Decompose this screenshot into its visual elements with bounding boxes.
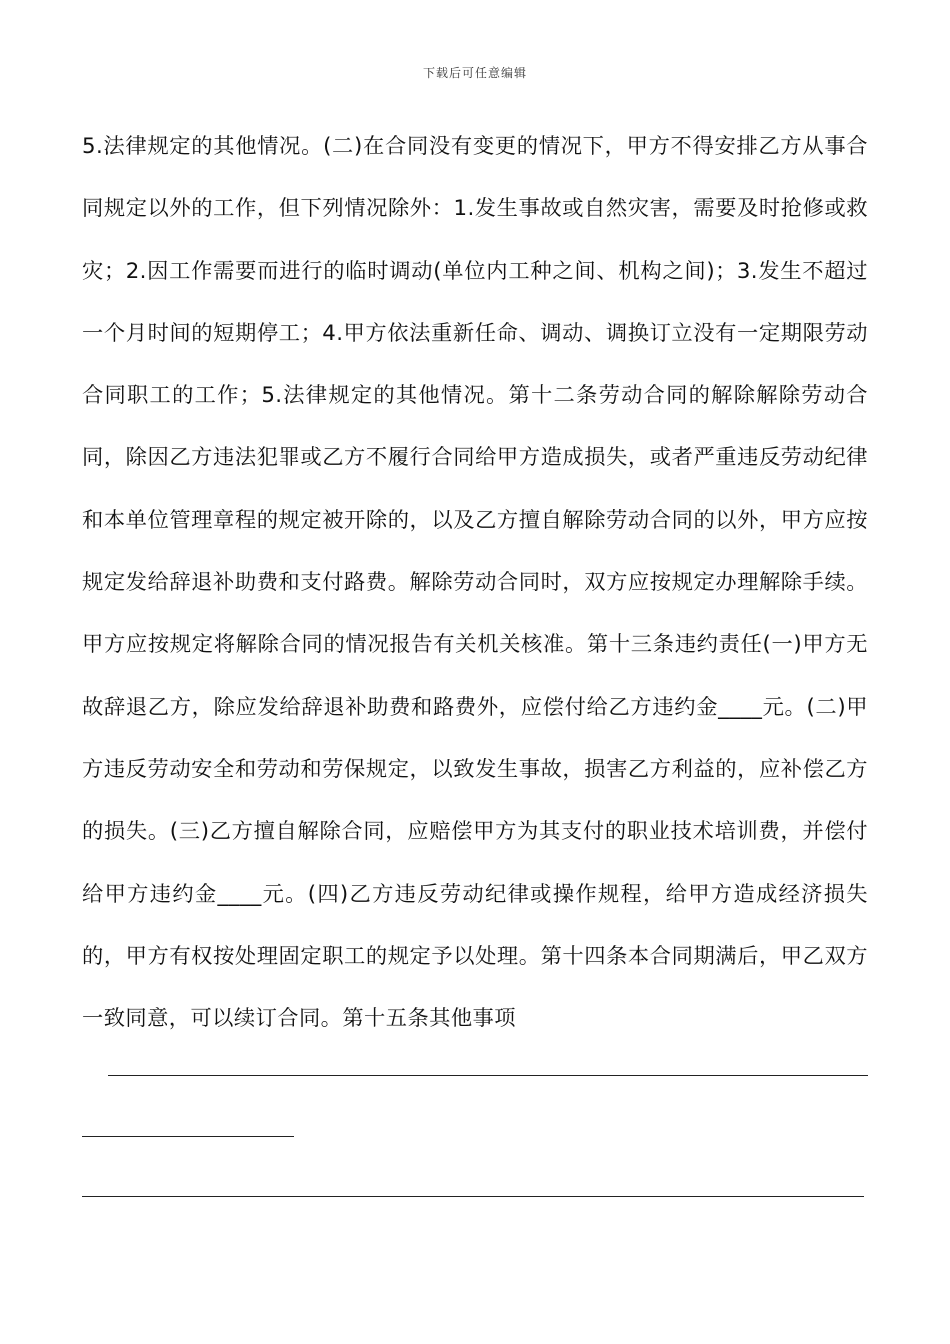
fill-in-line [82, 1196, 864, 1197]
contract-body-text: 5.法律规定的其他情况。(二)在合同没有变更的情况下，甲方不得安排乙方从事合同规定以外的工作，但下列情况除外：1.发生事故或自然灾害，需要及时抢修或救灾；2.因工作需要而进行的临时调动(单位内工种之间、机构之间)；3.发生不超过一个月时间的短期停工；4.甲方依法重新任命、调动、调换订立没有一定期限劳动合同职工的工作；5.法律规定的其他情况。第十二条劳动合同的解除解除劳动合同，除因乙方违法犯罪或乙方不履行合同给甲方造成损失，或者严重违反劳动纪律和本单位管理章程的规定被开除的，以及乙方擅自解除劳动合同的以外，甲方应按规定发给辞退补助费和支付路费。解除劳动合同时，双方应按规定办理解除手续。甲方应按规定将解除合同的情况报告有关机关核准。第十三条违约责任(一)甲方无故辞退乙方，除应发给辞退补助费和路费外，应偿付给乙方违约金____元。(二)甲方违反劳动安全和劳动和劳保规定，以致发生事故，损害乙方利益的，应补偿乙方的损失。(三)乙方擅自解除合同，应赔偿甲方为其支付的职业技术培训费，并偿付给甲方违约金____元。(四)乙方违反劳动纪律或操作规程，给甲方造成经济损失的，甲方有权按处理固定职工的规定予以处理。第十四条本合同期满后，甲乙双方一致同意，可以续订合同。第十五条其他事项 [82, 134, 868, 1032]
page-header: 下载后可任意编辑 [422, 66, 527, 80]
fill-in-line [108, 1075, 868, 1076]
fill-in-line [82, 1136, 294, 1137]
